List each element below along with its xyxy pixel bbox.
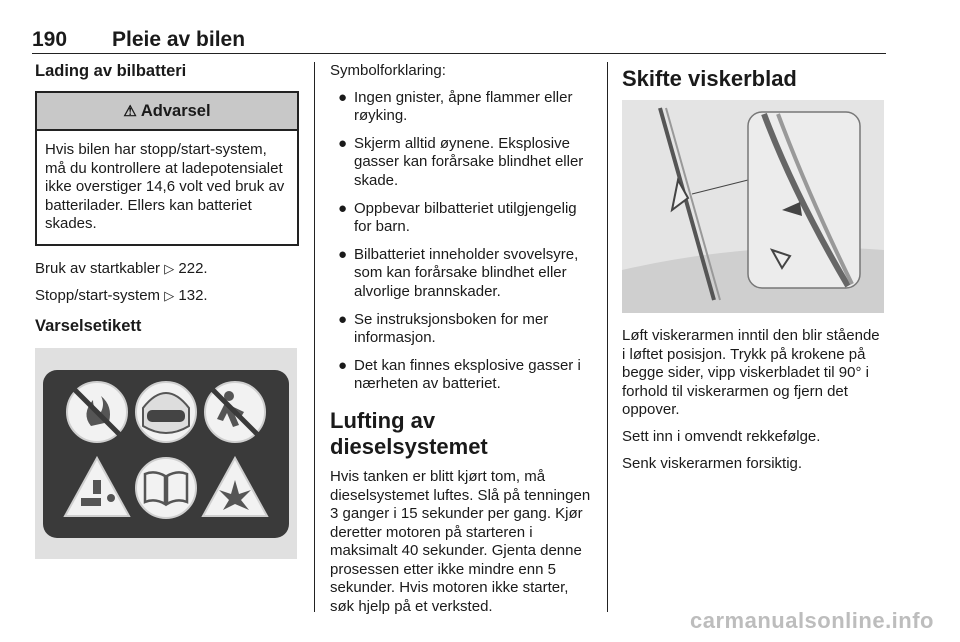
manual-book-icon — [136, 458, 196, 518]
section-heading-diesel: Lufting av dieselsystemet — [330, 407, 488, 459]
diesel-paragraph: Hvis tanken er blitt kjørt tom, må dieselsystemet luftes. Slå på tenningen 3 ganger i 15 sekunder per gang. Kjør deretter motoren på starteren i maksimalt 40 sekunder. Gjenta denne prosessen etter ikke mindre enn 5 sekunder. Hvis motoren ikke starter, søk hjelp på et verksted. — [330, 467, 591, 616]
warning-text: Hvis bilen har stopp/start-system, må du kontrollere at ladepotensialet ikke overstiger 14,6 volt ved bruk av batterilader. Ellers kan batteriet skades. — [45, 141, 285, 233]
page-title: Pleie av bilen — [112, 28, 246, 51]
page-reference-arrow-icon: ▷ — [164, 260, 175, 276]
section-heading-wiper: Skifte viskerblad — [622, 66, 797, 91]
xref-jump-cables[interactable] — [35, 260, 299, 279]
warning-title: Advarsel — [140, 101, 211, 120]
bullet-icon: ● — [338, 134, 348, 152]
eye-protection-icon — [136, 382, 196, 442]
page-header — [32, 28, 886, 54]
symbols-title: Symbolforklaring: — [330, 62, 446, 79]
list-item: ● Se instruksjonsboken for mer informasjon. — [338, 310, 549, 347]
watermark: carmanualsonline.info — [690, 608, 934, 633]
wiper-paragraph-2: Sett inn i omvendt rekkefølge. — [622, 427, 821, 445]
list-item: ● Skjerm alltid øynene. Eksplosive gasser kan forårsake blindhet eller skade. — [338, 134, 584, 189]
xref-label: Bruk av startkabler — [35, 259, 161, 277]
column-right — [622, 62, 886, 481]
xref-page: 132. — [178, 286, 208, 304]
list-item: ● Bilbatteriet inneholder svovelsyre, som kan forårsake blindhet eller alvorlige brannskader. — [338, 245, 579, 300]
bullet-icon: ● — [338, 88, 348, 106]
column-middle — [330, 62, 592, 617]
warning-header — [37, 93, 297, 131]
warning-label-figure — [35, 348, 297, 559]
page-reference-arrow-icon: ▷ — [164, 287, 175, 303]
wiper-figure — [622, 100, 884, 313]
column-divider — [314, 62, 315, 612]
bullet-icon: ● — [338, 245, 348, 263]
warning-triangle-icon: ⚠ — [123, 103, 137, 120]
section-title: Lading av bilbatteri — [35, 62, 187, 80]
warning-box — [35, 91, 299, 246]
xref-page: 222. — [178, 259, 208, 277]
wiper-paragraph-3: Senk viskerarmen forsiktig. — [622, 454, 803, 472]
column-left — [35, 62, 299, 559]
bullet-icon: ● — [338, 310, 348, 328]
wiper-paragraph-1: Løft viskerarmen inntil den blir stående i løftet posisjon. Trykk på krokene på begge sider, vipp viskerbladet til 90° i forhold til viskerarmen og fjern det oppover. — [622, 327, 880, 419]
no-flame-icon — [67, 382, 127, 442]
column-divider — [607, 62, 608, 612]
list-item: ● Ingen gnister, åpne flammer eller røyking. — [338, 88, 573, 125]
xref-label: Stopp/start-system — [35, 286, 161, 304]
wiper-illustration — [622, 100, 884, 313]
xref-stop-start[interactable] — [35, 287, 299, 306]
list-item: ● Oppbevar bilbatteriet utilgjengelig for barn. — [338, 199, 577, 236]
symbol-list — [330, 89, 592, 394]
keep-away-children-icon — [205, 382, 265, 442]
bullet-icon: ● — [338, 199, 348, 217]
warning-label-illustration — [35, 348, 297, 559]
bullet-icon: ● — [338, 356, 348, 374]
label-title: Varselsetikett — [35, 317, 142, 336]
page-number: 190 — [32, 28, 68, 51]
list-item: ● Det kan finnes eksplosive gasser i nærheten av batteriet. — [338, 356, 581, 393]
